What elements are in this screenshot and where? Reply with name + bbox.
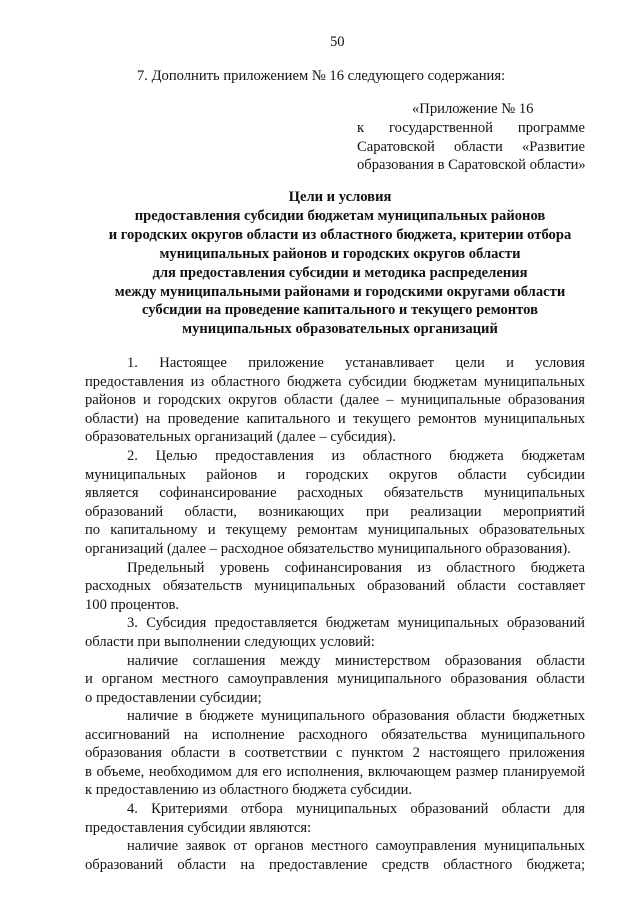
document-title-line: субсидии на проведение капитального и текущего ремонтов [142, 302, 538, 318]
body-line: образований области, возникающих при реализации мероприятий [85, 504, 585, 520]
body-line: области при выполнении следующих условий: [85, 634, 375, 650]
body-line: 4. Критериями отбора муниципальных образований области для [127, 801, 585, 817]
body-line: наличие заявок от органов местного самоуправления муниципальных [127, 838, 585, 854]
body-line: ассигнований на исполнение расходного обязательства муниципального [85, 727, 585, 743]
body-line: образований области на предоставление средств областного бюджета; [85, 857, 585, 873]
intro-line: 7. Дополнить приложением № 16 следующего содержания: [137, 68, 506, 84]
document-title-line: муниципальных образовательных организаций [182, 321, 498, 337]
body-line: наличие соглашения между министерством образования области [127, 653, 585, 669]
body-line: по капитальному и текущему ремонтам муниципальных образовательных [85, 522, 585, 538]
appendix-ref-line: образования в Саратовской области» [357, 157, 586, 173]
body-line: к предоставлению из областного бюджета субсидии. [85, 782, 413, 798]
document-title-line: Цели и условия [288, 189, 392, 205]
body-line: 1. Настоящее приложение устанавливает цели и условия [127, 355, 585, 371]
body-line: 3. Субсидия предоставляется бюджетам муниципальных образований [127, 615, 585, 631]
appendix-ref-line: Саратовской области «Развитие [357, 139, 585, 155]
document-title-line: муниципальных районов и городских округов области [159, 246, 521, 262]
appendix-ref-line: «Приложение № 16 [412, 101, 534, 117]
body-line: предоставления из областного бюджета субсидии бюджетам муниципальных [85, 374, 585, 390]
document-title-line: между муниципальными районами и городскими округами области [114, 284, 566, 300]
body-line: в объеме, необходимом для его исполнения, включающем размер планируемой [85, 764, 585, 780]
body-line: образования области в соответствии с пунктом 2 настоящего приложения [85, 745, 585, 761]
body-line: о предоставлении субсидии; [85, 690, 262, 706]
body-line: 2. Целью предоставления из областного бюджета бюджетам [127, 448, 585, 464]
body-line: организаций (далее – расходное обязательство муниципального образования). [85, 541, 571, 557]
body-line: наличие в бюджете муниципального образования области бюджетных [127, 708, 585, 724]
document-title-line: для предоставления субсидии и методика распределения [152, 265, 528, 281]
body-line: образовательных организаций (далее – субсидия). [85, 429, 396, 445]
document-title-line: и городских округов области из областного бюджета, критерии отбора [108, 227, 572, 243]
body-line: районов и городских округов области (далее – муниципальные образования [85, 392, 585, 408]
body-line: расходных обязательств муниципальных образований области составляет [85, 578, 585, 594]
body-line: области) на проведение капитального и текущего ремонтов муниципальных [85, 411, 585, 427]
body-line: и органом местного самоуправления муниципального образования области [85, 671, 585, 687]
body-line: муниципальных районов и городских округов области субсидии [85, 467, 585, 483]
body-line: является софинансирование расходных обязательств муниципальных [85, 485, 585, 501]
body-line: предоставления субсидии являются: [85, 820, 312, 836]
appendix-ref-line: к государственной программе [357, 120, 585, 136]
document-title-line: предоставления субсидии бюджетам муниципальных районов [134, 208, 546, 224]
body-line: Предельный уровень софинансирования из областного бюджета [127, 560, 585, 576]
page-number: 50 [330, 34, 345, 50]
body-line: 100 процентов. [85, 597, 180, 613]
